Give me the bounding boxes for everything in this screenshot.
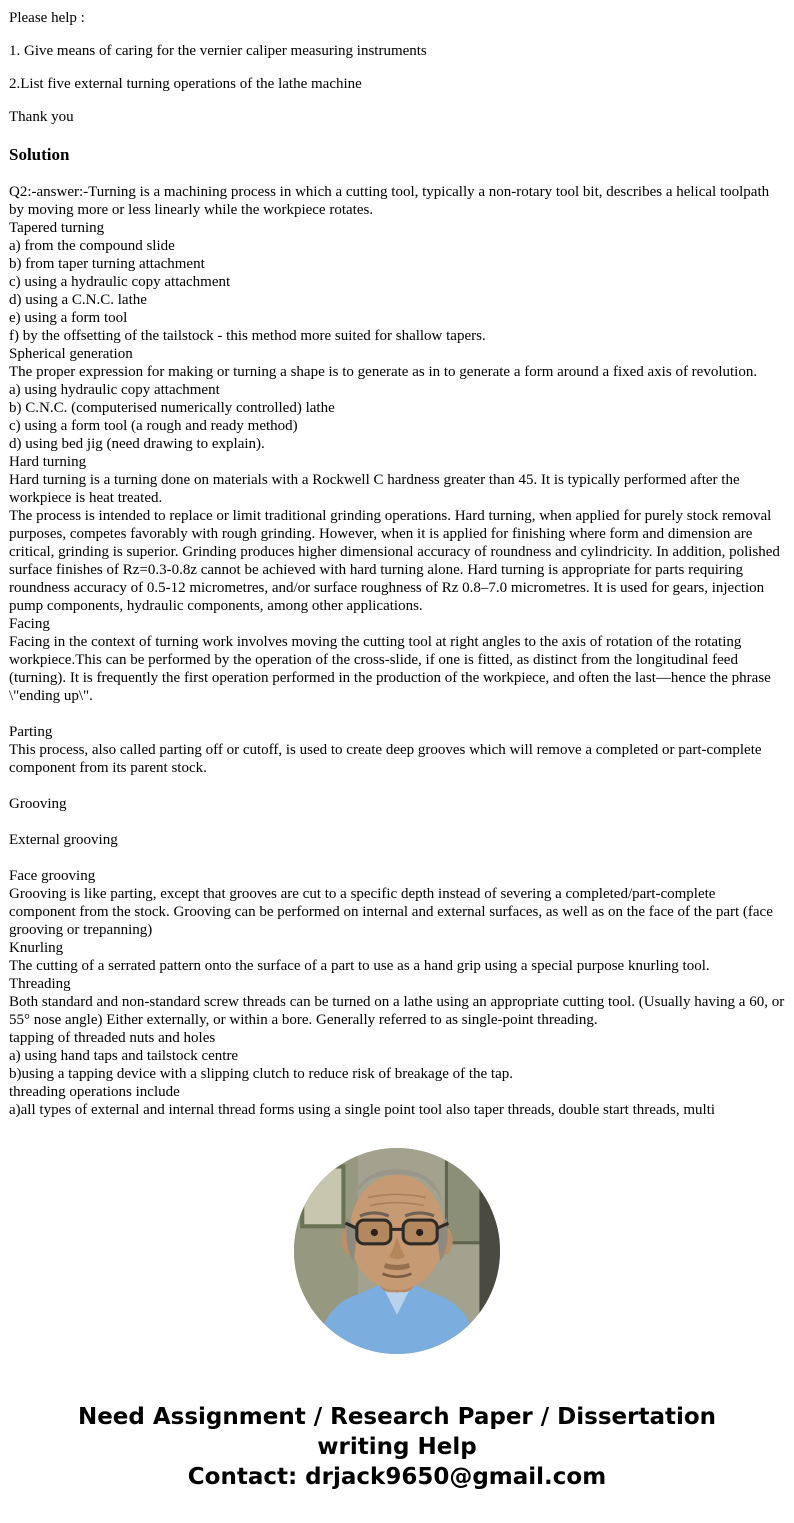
solution-line: b) C.N.C. (computerised numerically controlled) lathe	[9, 400, 335, 416]
solution-line: d) using bed jig (need drawing to explain).	[9, 436, 265, 452]
solution-line: Both standard and non-standard screw threads can be turned on a lathe using an appropriate cutting tool. (Usually having a 60, or 55° nose angle) Either externally, or within a bore. Generally referred to as single-point threading.	[9, 994, 785, 1028]
question-item-1: 1. Give means of caring for the vernier caliper measuring instruments	[9, 43, 427, 59]
solution-line: Knurling	[9, 940, 64, 956]
solution-line: threading operations include	[9, 1084, 180, 1100]
solution-line: Parting	[9, 724, 53, 740]
solution-line: Spherical generation	[9, 346, 133, 362]
solution-line: c) using a hydraulic copy attachment	[9, 274, 231, 290]
solution-line: b) from taper turning attachment	[9, 256, 205, 272]
solution-line: tapping of threaded nuts and holes	[9, 1030, 216, 1046]
solution-line: Hard turning	[9, 454, 87, 470]
solution-line	[9, 813, 785, 831]
expert-portrait-icon	[294, 1148, 500, 1354]
solution-line: a)all types of external and internal thread forms using a single point tool also taper threads, double start threads, multi	[9, 1102, 716, 1118]
question-closing: Thank you	[9, 109, 74, 125]
solution-line: This process, also called parting off or cutoff, is used to create deep grooves which will remove a completed or part-complete component from its parent stock.	[9, 742, 762, 776]
solution-line: Grooving is like parting, except that grooves are cut to a specific depth instead of severing a completed/part-complete component from the stock. Grooving can be performed on internal and external surfaces, as well as on the face of the part (face grooving or trepanning)	[9, 886, 773, 938]
solution-line	[9, 705, 785, 723]
expert-avatar	[294, 1148, 500, 1354]
promo-footer	[0, 1402, 794, 1492]
solution-line	[9, 849, 785, 867]
solution-line: External grooving	[9, 832, 118, 848]
solution-line: Grooving	[9, 796, 67, 812]
question-intro: Please help :	[9, 10, 85, 26]
solution-line: Face grooving	[9, 868, 96, 884]
solution-line: The process is intended to replace or limit traditional grinding operations. Hard turning, when applied for purely stock removal purposes, competes favorably with rough grinding. However, when it is applied for finishing where form and dimension are critical, grinding is superior. Grinding produces higher dimensional accuracy of roundness and cylindricity. In addition, polished surface finishes of Rz=0.3-0.8z cannot be achieved with hard turning alone. Hard turning is appropriate for parts requiring roundness accuracy of 0.5-12 micrometres, and/or surface roughness of Rz 0.8–7.0 micrometres. It is used for gears, injection pump components, hydraulic components, among other applications.	[9, 508, 780, 614]
promo-help-text: Need Assignment / Research Paper / Dissertation writing Help	[77, 1404, 717, 1460]
expert-photo-section	[0, 1148, 794, 1354]
solution-line: b)using a tapping device with a slipping clutch to reduce risk of breakage of the tap.	[9, 1066, 514, 1082]
solution-line: a) using hand taps and tailstock centre	[9, 1048, 239, 1064]
solution-body	[9, 183, 785, 1119]
solution-line: c) using a form tool (a rough and ready method)	[9, 418, 298, 434]
solution-line: f) by the offsetting of the tailstock - this method more suited for shallow tapers.	[9, 328, 486, 344]
solution-line: Q2:-answer:-Turning is a machining process in which a cutting tool, typically a non-rotary tool bit, describes a helical toolpath by moving more or less linearly while the workpiece rotates.	[9, 184, 770, 218]
solution-line	[9, 777, 785, 795]
question-item-2: 2.List five external turning operations of the lathe machine	[9, 76, 362, 92]
promo-contact-email: Contact: drjack9650@gmail.com	[187, 1464, 607, 1490]
solution-line: Hard turning is a turning done on materials with a Rockwell C hardness greater than 45. It is typically performed after the workpiece is heat treated.	[9, 472, 740, 506]
solution-line: d) using a C.N.C. lathe	[9, 292, 147, 308]
solution-line: Threading	[9, 976, 71, 992]
solution-line: Facing	[9, 616, 50, 632]
solution-line: a) using hydraulic copy attachment	[9, 382, 220, 398]
solution-line: The cutting of a serrated pattern onto the surface of a part to use as a hand grip using a special purpose knurling tool.	[9, 958, 710, 974]
solution-line: Facing in the context of turning work involves moving the cutting tool at right angles to the axis of rotation of the rotating workpiece.This can be performed by the operation of the cross-slide, if one is fitted, as distinct from the longitudinal feed (turning). It is frequently the first operation performed in the production of the workpiece, and often the last—hence the phrase \"ending up\".	[9, 634, 771, 704]
solution-line: The proper expression for making or turning a shape is to generate as in to generate a form around a fixed axis of revolution.	[9, 364, 758, 380]
solution-heading: Solution	[9, 145, 70, 164]
solution-line: Tapered turning	[9, 220, 105, 236]
solution-line: e) using a form tool	[9, 310, 128, 326]
solution-line: a) from the compound slide	[9, 238, 175, 254]
